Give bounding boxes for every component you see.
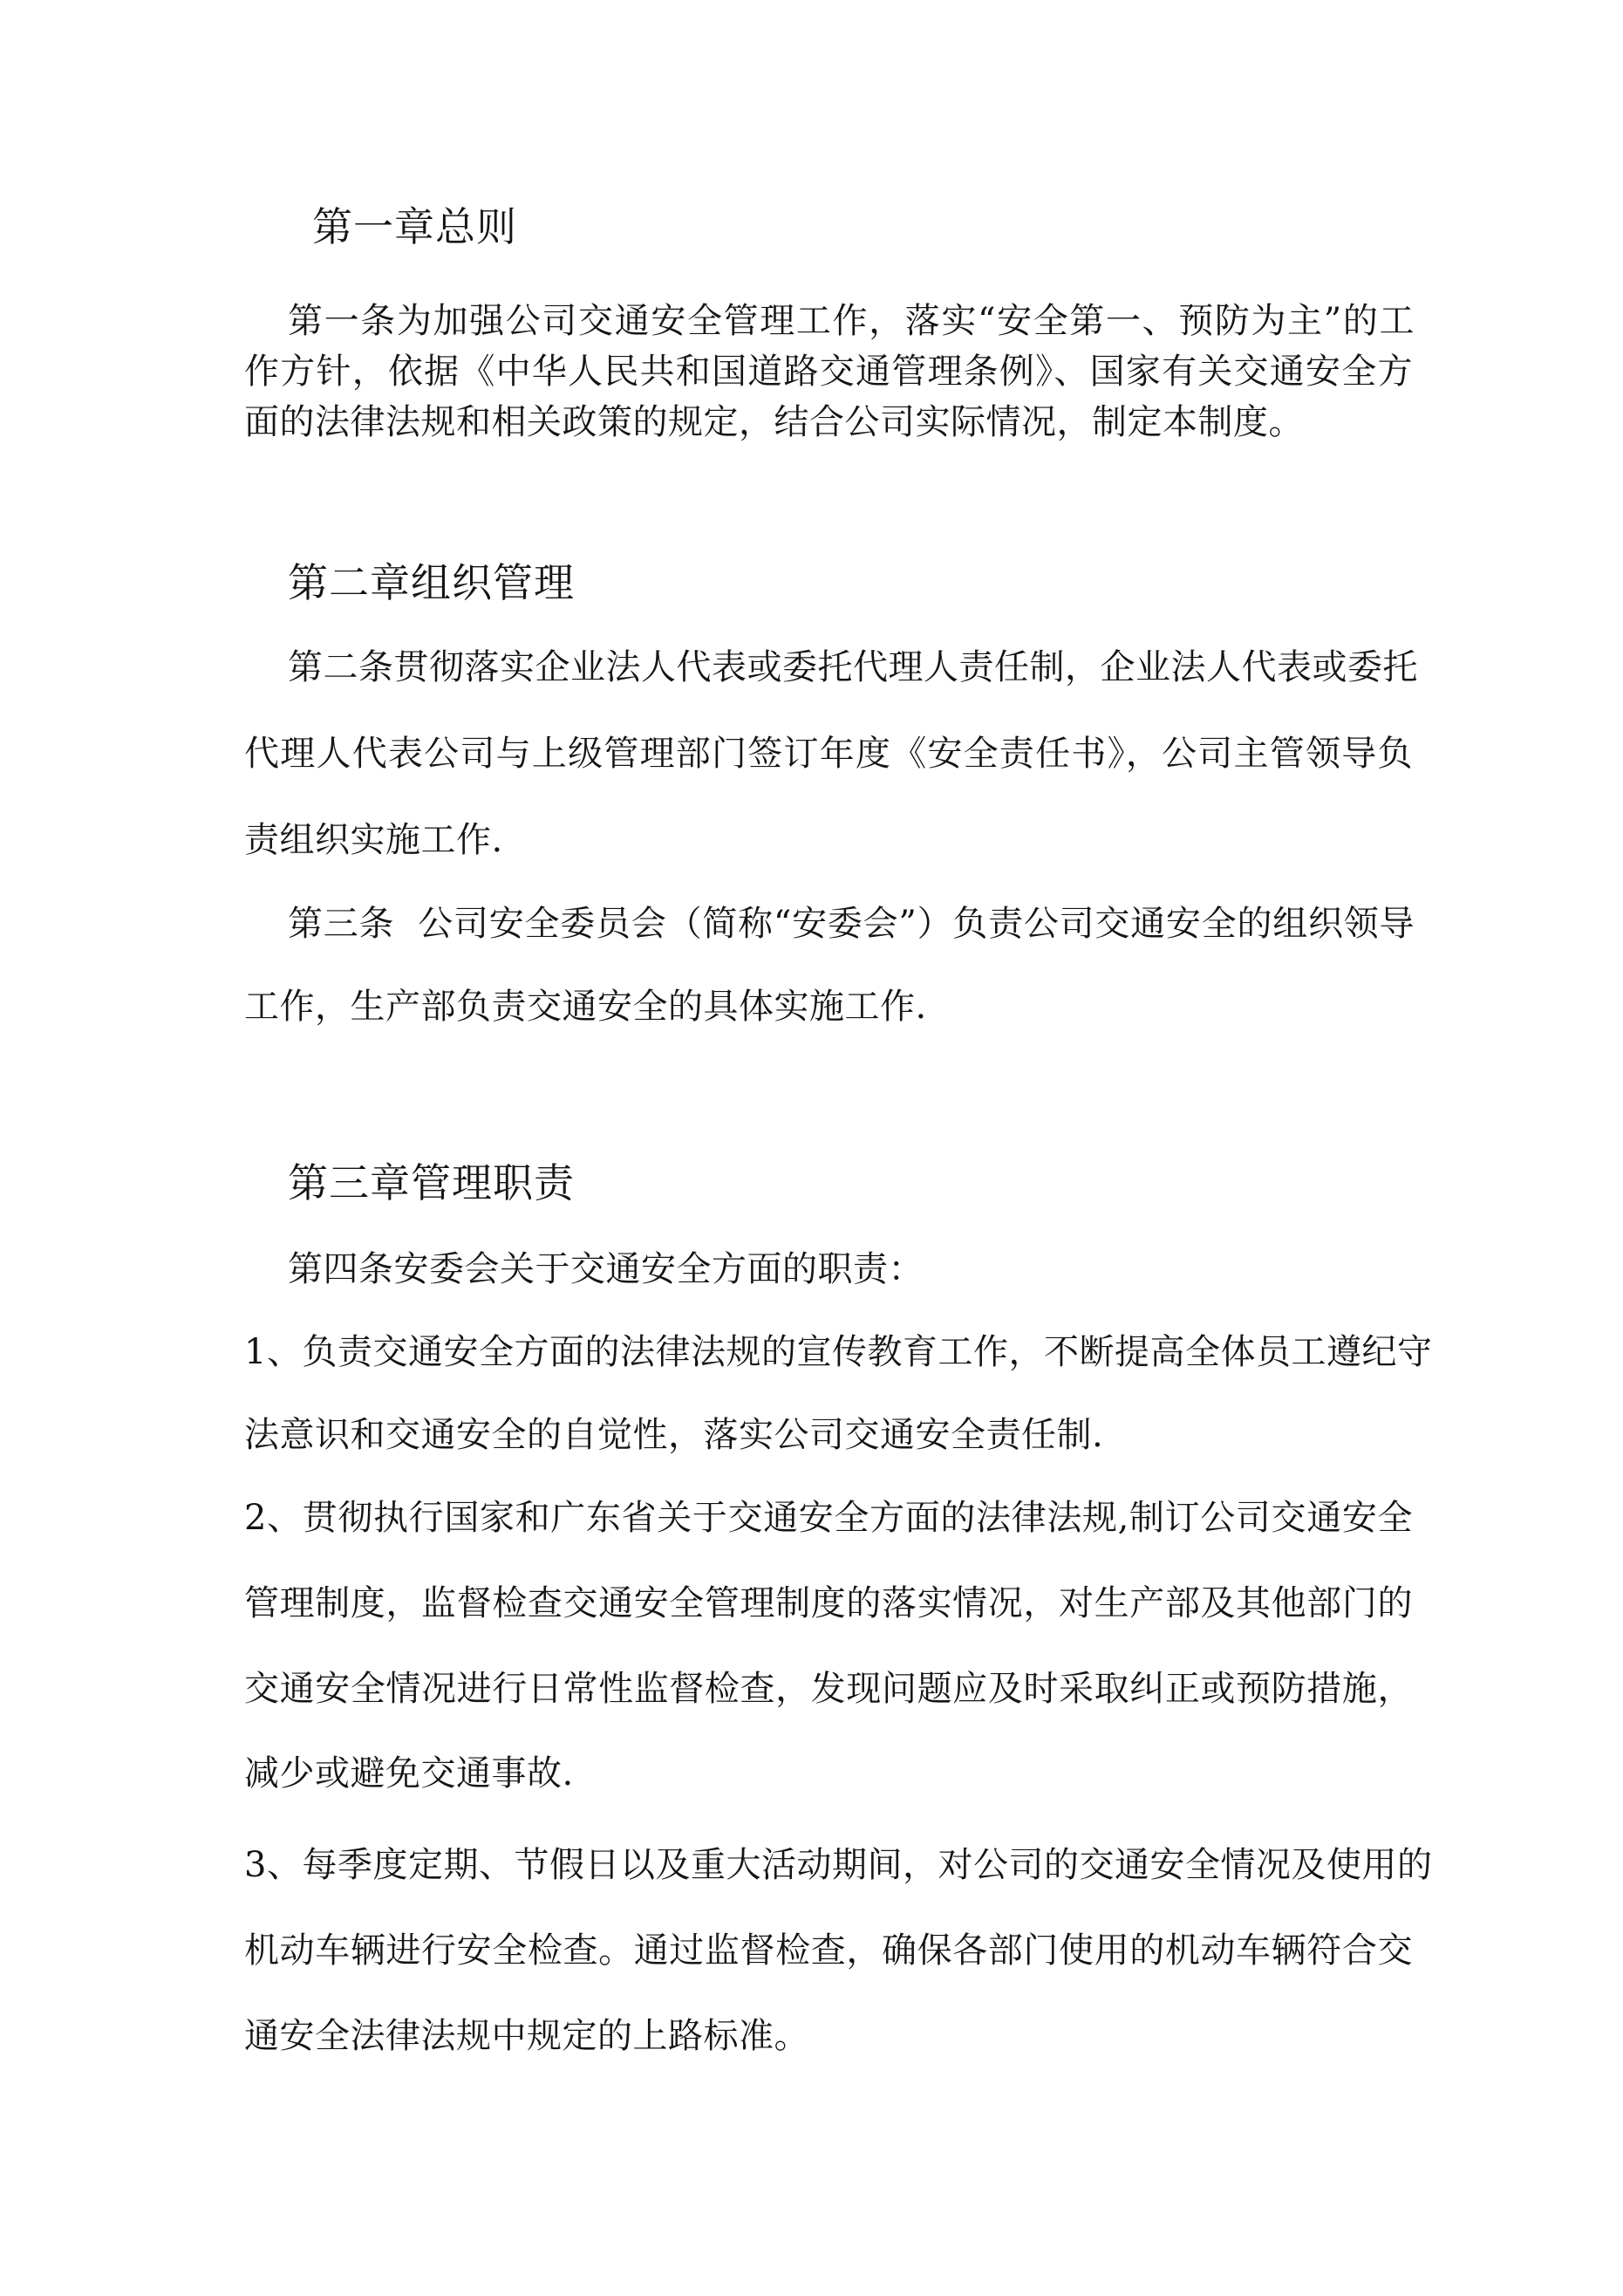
article1-line-1: 第一条为加强公司交通安全管理工作，落实“安全第一、预防为主”的工 <box>288 301 1415 341</box>
article3-line-1: 第三条 公司安全委员会（简称“安委会”）负责公司交通安全的组织领导 <box>288 904 1415 944</box>
item3-line-1: 3、每季度定期、节假日以及重大活动期间，对公司的交通安全情况及使用的 <box>244 1845 1433 1885</box>
item3-line-3: 通安全法律法规中规定的上路标准。 <box>244 2016 809 2056</box>
item3-line-2: 机动车辆进行安全检查。通过监督检查，确保各部门使用的机动车辆符合交 <box>244 1930 1413 1971</box>
item2-line-2: 管理制度，监督检查交通安全管理制度的落实情况，对生产部及其他部门的 <box>244 1583 1413 1623</box>
article3-line-2: 工作，生产部负责交通安全的具体实施工作. <box>244 987 927 1027</box>
item1-line-1: 1、负责交通安全方面的法律法规的宣传教育工作，不断提高全体员工遵纪守 <box>244 1332 1433 1372</box>
item2-line-1: 2、贯彻执行国家和广东省关于交通安全方面的法律法规,制订公司交通安全 <box>244 1498 1413 1538</box>
article2-line-3: 责组织实施工作. <box>244 820 503 860</box>
chapter1-heading: 第一章总则 <box>312 203 517 250</box>
chapter2-heading: 第二章组织管理 <box>288 559 575 606</box>
article4-intro: 第四条安委会关于交通安全方面的职责： <box>288 1249 924 1289</box>
item1-line-2: 法意识和交通安全的自觉性，落实公司交通安全责任制. <box>244 1415 1104 1455</box>
article2-line-2: 代理人代表公司与上级管理部门签订年度《安全责任书》，公司主管领导负 <box>244 734 1413 774</box>
article1-line-2: 作方针，依据《中华人民共和国道路交通管理条例》、国家有关交通安全方 <box>244 352 1413 392</box>
article2-line-1: 第二条贯彻落实企业法人代表或委托代理人责任制，企业法人代表或委托 <box>288 647 1418 687</box>
item2-line-3: 交通安全情况进行日常性监督检查，发现问题应及时采取纠正或预防措施， <box>244 1669 1413 1709</box>
article1-line-3: 面的法律法规和相关政策的规定，结合公司实际情况，制定本制度。 <box>244 402 1304 442</box>
item2-line-4: 减少或避免交通事故. <box>244 1753 574 1794</box>
chapter3-heading: 第三章管理职责 <box>288 1159 575 1206</box>
